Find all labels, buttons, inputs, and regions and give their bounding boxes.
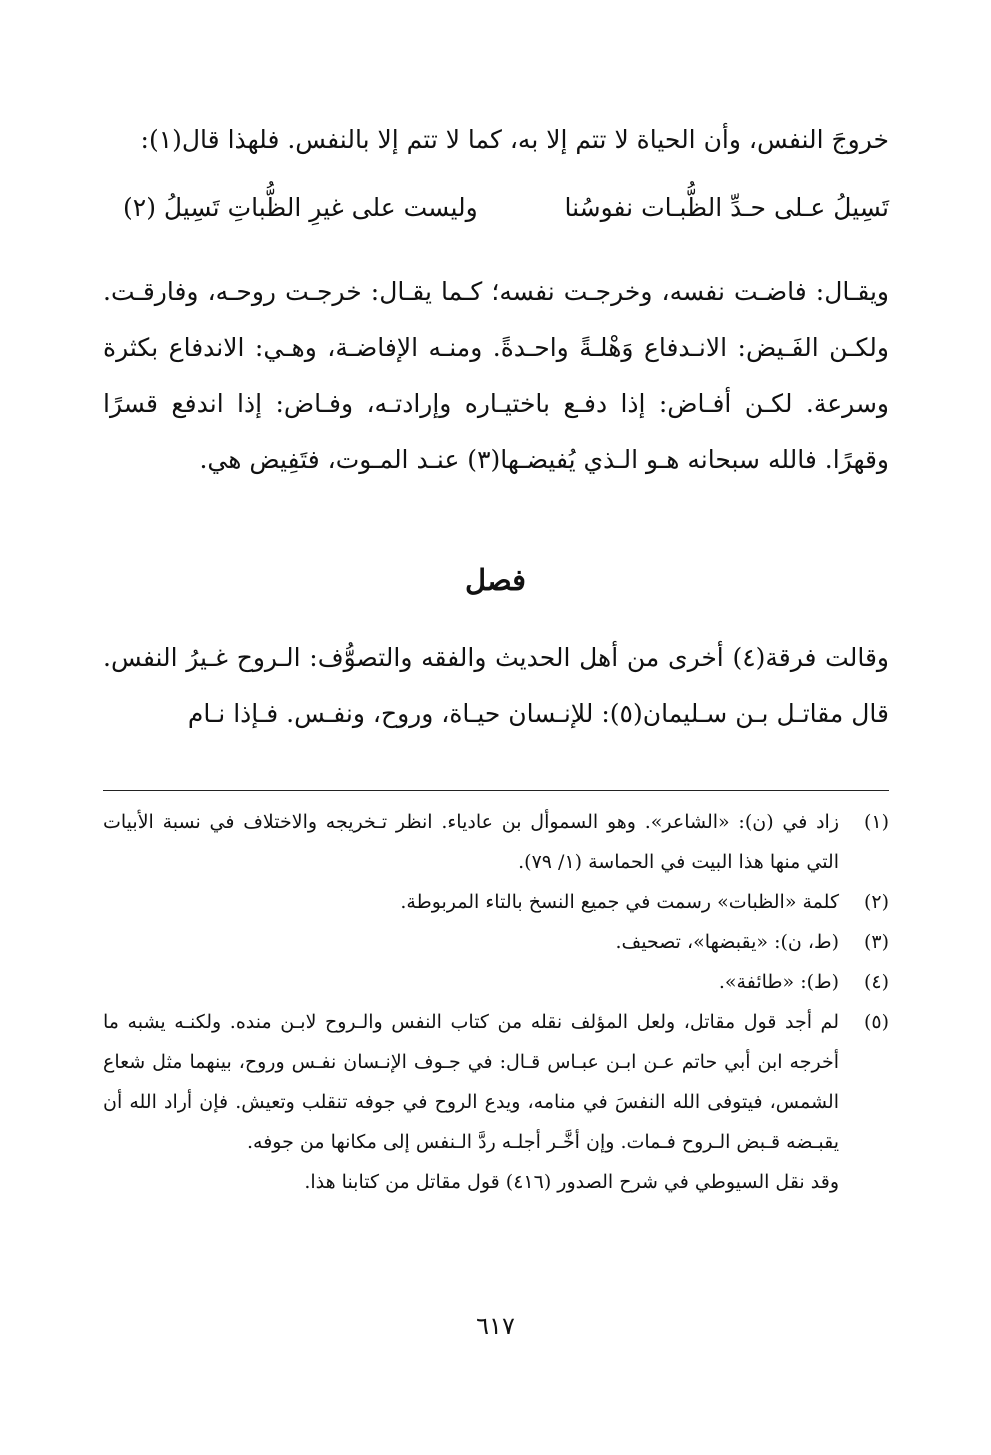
footnote-4 (103, 962, 889, 1002)
footnote-separator (103, 790, 889, 791)
footnote-text: زاد في (ن): «الشاعر». وهو السموأل بن عادياء. انظر تـخريجه والاختلاف في نسبة الأبيات التي منها هذا البيت في الحماسة (١/ ٧٩). (103, 811, 839, 873)
footnotes-section (103, 802, 889, 1202)
footnote-2 (103, 882, 889, 922)
footnote-number: (٥) (863, 1011, 889, 1033)
footnote-5 (103, 1002, 889, 1162)
footnote-text: (ط): «طائفة». (718, 971, 839, 993)
poetry-verse (103, 180, 889, 236)
footnote-1 (103, 802, 889, 882)
page-number: ٦١٧ (476, 1312, 515, 1340)
footnote-text: (ط، ن): «يقبضها»، تصحيف. (615, 931, 839, 953)
footnote-3 (103, 922, 889, 962)
paragraph-1: خروجَ النفس، وأن الحياة لا تتم إلا به، كما لا تتم إلا بالنفس. فلهذا قال(١): (140, 125, 889, 154)
footnote-number: (٣) (863, 931, 889, 953)
footnote-number: (١) (863, 811, 889, 833)
verse-second-hemistich: وليست على غيرِ الظُّباتِ تَسِيلُ (٢) (123, 193, 478, 222)
footnote-number: (٤) (863, 971, 889, 993)
paragraph-2: ويقـال: فاضـت نفسه، وخرجـت نفسه؛ كـما يقـال: خرجـت روحـه، وفارقـت. ولكـن الفَـيض: الانـدفاع وَهْلـةً واحـدةً. ومنـه الإفاضـة، وهـي: الاندفاع بكثرة وسرعة. لكـن أفـاض: إذا دفـع باختيـاره وإرادتـه، وفـاض: إذا اندفع قسرًا وقهرًا. فالله سبحانه هـو الـذي يُفيضـها(٣) عنـد المـوت، فتَفِيض هي. (103, 277, 889, 474)
footnote-text: لم أجد قول مقاتل، ولعل المؤلف نقله من كتاب النفس والـروح لابـن منده. ولكنـه يشبه ما أخرجه ابن أبي حاتم عـن ابـن عبـاس قـال: في جـوف الإنـسان نفـس وروح، بينهما مثل شعاع الشمس، فيتوفى الله النفسَ في منامه، ويدع الروح في جوفه تنقلب وتعيش. فإن أراد الله أن يقبـضه قـبض الـروح فـمات. وإن أخَّـر أجلـه ردَّ الـنفس إلى مكانها من جوفه. (103, 1011, 839, 1153)
footnote-text: كلمة «الظبات» رسمت في جميع النسخ بالتاء المربوطة. (400, 891, 839, 913)
verse-first-hemistich: تَسِيلُ عـلى حـدِّ الظُّبـات نفوسُنا (564, 193, 889, 222)
section-heading: فصل (465, 563, 526, 597)
footnote-5-continuation: وقد نقل السيوطي في شرح الصدور (٤١٦) قول مقاتل من كتابنا هذا. (304, 1171, 839, 1193)
paragraph-3: وقالت فرقة(٤) أخرى من أهل الحديث والفقه والتصوُّف: الـروح غـيرُ النفس. قال مقاتـل بـن سـليمان(٥): للإنـسان حيـاة، وروح، ونفـس. فـإذا نـام (103, 643, 889, 728)
footnote-number: (٢) (863, 891, 889, 913)
